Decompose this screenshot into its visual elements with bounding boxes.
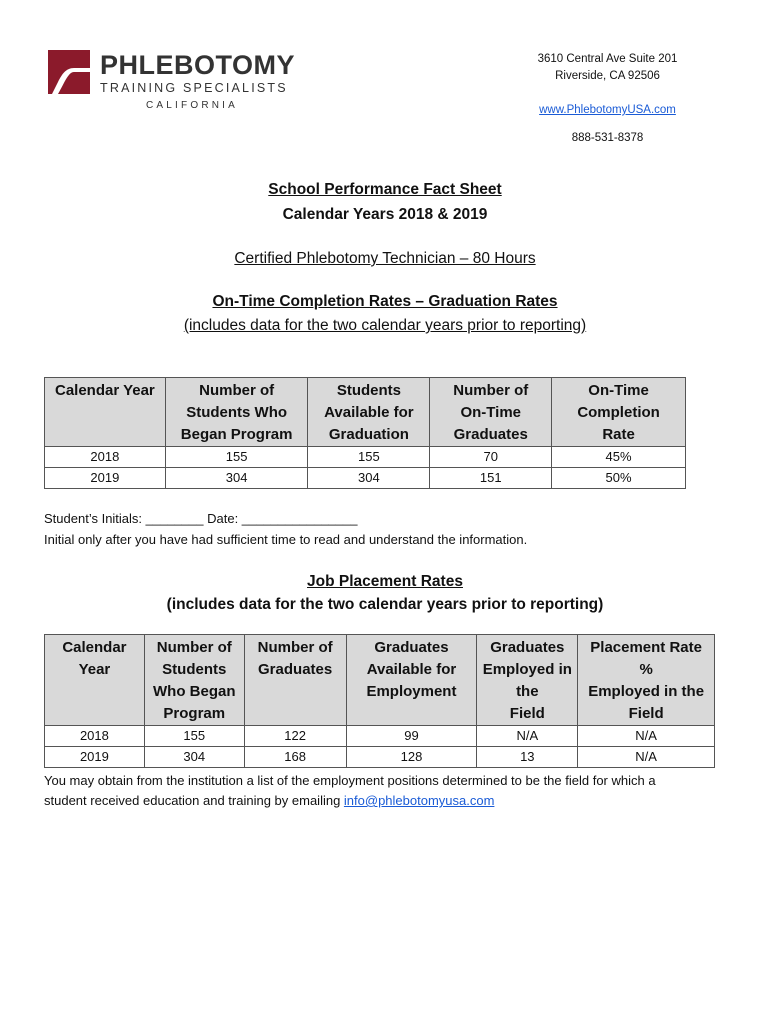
address-city: Riverside, CA 92506 xyxy=(555,70,660,82)
website-link[interactable] xyxy=(520,104,695,116)
completion-header-text: Students xyxy=(336,382,401,399)
completion-header-text: Students Who xyxy=(186,404,288,421)
completion-header-text: Rate xyxy=(602,426,635,443)
phone-number: 888-531-8378 xyxy=(571,132,644,144)
placement-header-text: Graduates xyxy=(490,639,565,656)
table-cell: 50% xyxy=(552,468,686,489)
completion-header-cell xyxy=(430,378,552,447)
completion-header-text: Available for xyxy=(324,404,414,421)
placement-header-cell xyxy=(244,635,346,726)
placement-header-text: Year xyxy=(78,661,111,678)
completion-header-text: On-Time xyxy=(588,382,649,399)
completion-header-text: Completion xyxy=(577,404,660,421)
table-cell: N/A xyxy=(578,747,715,768)
placement-table xyxy=(44,634,715,768)
table-cell: 155 xyxy=(144,726,244,747)
placement-header-text: Number of xyxy=(257,639,333,656)
placement-header-text: Employed in xyxy=(482,661,572,678)
email-link[interactable]: info@phlebotomyusa.com xyxy=(343,793,495,808)
table-cell: 304 xyxy=(308,468,430,489)
completion-header-text: On-Time xyxy=(460,404,522,421)
table-cell: 2019 xyxy=(45,468,166,489)
table-row xyxy=(45,726,715,747)
table-cell: 304 xyxy=(165,468,308,489)
website-link-text[interactable]: www.PhlebotomyUSA.com xyxy=(539,104,676,116)
table-row xyxy=(45,447,686,468)
completion-header-text: Number of xyxy=(199,382,275,399)
table-cell: 128 xyxy=(346,747,477,768)
placement-header-text: Graduates xyxy=(374,639,449,656)
footer-line1: You may obtain from the institution a list of the employment positions determined to be the field for which a xyxy=(44,773,656,788)
table-cell: 99 xyxy=(346,726,477,747)
placement-subtitle: (includes data for the two calendar years prior to reporting) xyxy=(166,596,604,613)
program-name: Certified Phlebotomy Technician – 80 Hours xyxy=(234,250,536,267)
placement-header-cell xyxy=(477,635,578,726)
placement-title: Job Placement Rates xyxy=(307,573,463,590)
placement-header-cell xyxy=(578,635,715,726)
completion-header-text: Calendar Year xyxy=(54,382,155,399)
placement-header-text: Graduates xyxy=(258,661,333,678)
table-cell: 168 xyxy=(244,747,346,768)
page-title: School Performance Fact Sheet xyxy=(268,181,502,198)
table-cell: N/A xyxy=(578,726,715,747)
table-cell: 13 xyxy=(477,747,578,768)
table-cell: 2018 xyxy=(45,726,145,747)
placement-header-cell xyxy=(45,635,145,726)
completion-header-cell xyxy=(552,378,686,447)
completion-header-text: Number of xyxy=(453,382,529,399)
completion-title: On-Time Completion Rates – Graduation Rates xyxy=(212,293,558,310)
placement-header-text: Employed in the xyxy=(588,683,705,700)
table-cell: 122 xyxy=(244,726,346,747)
placement-header-text: Field xyxy=(509,705,545,722)
placement-header-text: Who Began xyxy=(153,683,236,700)
placement-header-text: Number of xyxy=(156,639,232,656)
completion-header-cell xyxy=(308,378,430,447)
table-cell: 151 xyxy=(430,468,552,489)
phlebotomy-logo-icon xyxy=(44,48,94,96)
table-cell: 70 xyxy=(430,447,552,468)
completion-header-text: Graduation xyxy=(328,426,409,443)
placement-header-cell xyxy=(346,635,477,726)
table-cell: 45% xyxy=(552,447,686,468)
footer-line2: student received education and training by emailing info@phlebotomyusa.com xyxy=(44,793,495,808)
placement-header-text: Calendar xyxy=(62,639,127,656)
initials-note: Initial only after you have had sufficient time to read and understand the information. xyxy=(44,532,528,547)
placement-header-text: Available for xyxy=(366,661,457,678)
table-cell: 155 xyxy=(308,447,430,468)
placement-header-text: Employment xyxy=(366,683,457,700)
placement-header-text: Field xyxy=(628,705,664,722)
logo xyxy=(44,48,294,114)
placement-header-text: the xyxy=(516,683,539,700)
placement-header-text: % xyxy=(639,661,653,678)
completion-table xyxy=(44,377,686,489)
placement-header-text: Students xyxy=(162,661,227,678)
logo-tagline: TRAINING SPECIALISTS xyxy=(100,81,288,95)
table-cell: 155 xyxy=(165,447,308,468)
table-cell: 2019 xyxy=(45,747,145,768)
placement-header-row xyxy=(45,635,715,726)
completion-header-text: Graduates xyxy=(453,426,528,443)
completion-header-cell xyxy=(165,378,308,447)
placement-header-text: Placement Rate xyxy=(590,639,702,656)
completion-subtitle: (includes data for the two calendar years prior to reporting) xyxy=(183,317,587,334)
table-cell: N/A xyxy=(477,726,578,747)
completion-header-cell xyxy=(45,378,166,447)
calendar-years: Calendar Years 2018 & 2019 xyxy=(282,206,488,223)
table-row xyxy=(45,747,715,768)
completion-header-row xyxy=(45,378,686,447)
completion-header-text: Began Program xyxy=(180,426,293,443)
placement-header-cell xyxy=(144,635,244,726)
table-cell: 304 xyxy=(144,747,244,768)
logo-state: CALIFORNIA xyxy=(146,100,239,111)
placement-header-text: Program xyxy=(163,705,226,722)
table-row xyxy=(45,468,686,489)
address-street: 3610 Central Ave Suite 201 xyxy=(537,53,678,65)
logo-wordmark: PHLEBOTOMY xyxy=(100,50,296,80)
initials-line: Student’s Initials: ________ Date: ________________ xyxy=(44,511,358,526)
table-cell: 2018 xyxy=(45,447,166,468)
